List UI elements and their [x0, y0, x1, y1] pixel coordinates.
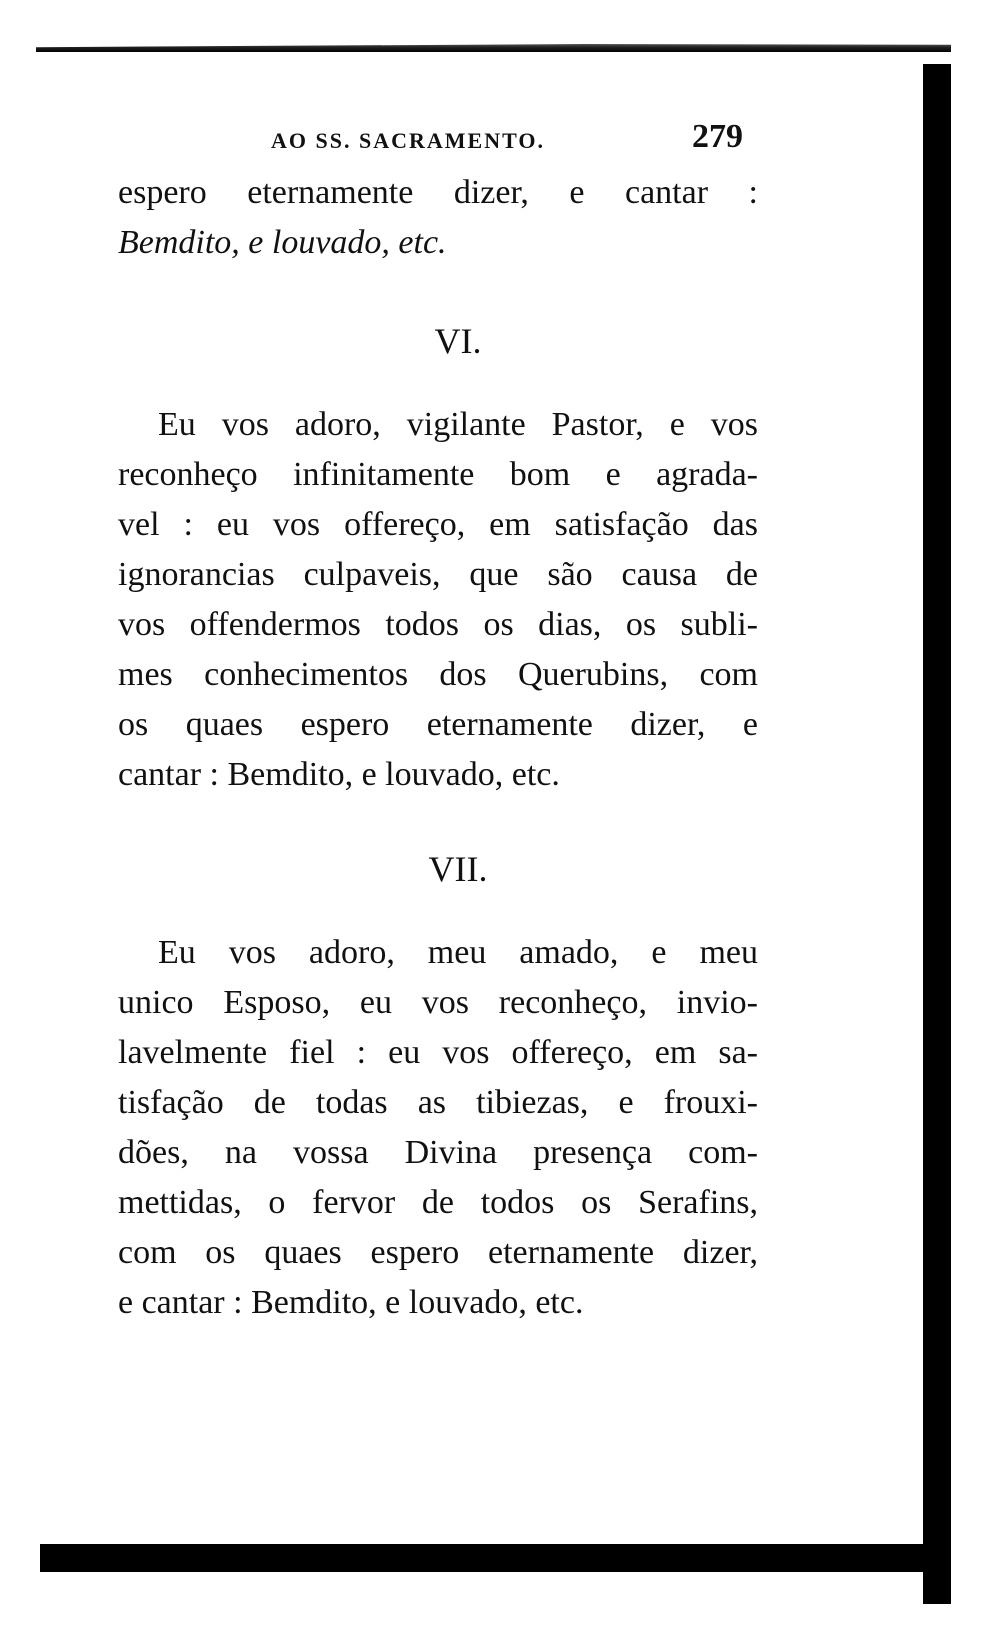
section-numeral-vii: VII. [428, 849, 488, 889]
scan-edge-top [36, 44, 951, 52]
text-line: Eu vos adoro, meu amado, e meu [158, 934, 758, 971]
continuation-paragraph [118, 168, 758, 268]
text-line: ignorancias culpaveis, que são causa de [118, 556, 758, 593]
text-line: os quaes espero eternamente dizer, e [118, 706, 758, 743]
text-line: cantar : Bemdito, e louvado, etc. [118, 756, 560, 793]
page-number: 279 [692, 118, 743, 155]
paragraph-vi [118, 400, 758, 800]
book-page [118, 118, 758, 1328]
scan-edge-bottom [40, 1544, 923, 1572]
scan-edge-right [923, 64, 951, 1604]
text-line: espero eternamente dizer, e cantar : [118, 174, 758, 211]
text-line: mettidas, o fervor de todos os Serafins, [118, 1184, 758, 1221]
text-line: dões, na vossa Divina presença com- [118, 1134, 758, 1171]
text-line: com os quaes espero eternamente dizer, [118, 1234, 758, 1271]
text-line: tisfação de todas as tibiezas, e frouxi- [118, 1084, 758, 1121]
italic-text: Bemdito, e louvado, etc. [118, 224, 447, 261]
text-line [118, 218, 758, 268]
text-line: mes conhecimentos dos Querubins, com [118, 656, 758, 693]
text-line: unico Esposo, eu vos reconheço, invio- [118, 984, 758, 1021]
text-line: vel : eu vos offereço, em satisfação das [118, 506, 758, 543]
text-line: reconheço infinitamente bom e agrada- [118, 456, 758, 493]
text-line: Eu vos adoro, vigilante Pastor, e vos [158, 406, 758, 443]
section-numeral-vi: VI. [434, 321, 482, 361]
text-line: e cantar : Bemdito, e louvado, etc. [118, 1284, 584, 1321]
running-head [118, 118, 758, 168]
text-line: vos offendermos todos os dias, os subli- [118, 606, 758, 643]
paragraph-vii [118, 928, 758, 1328]
running-title: AO SS. SACRAMENTO. [271, 128, 545, 153]
text-line: lavelmente fiel : eu vos offereço, em sa- [118, 1034, 758, 1071]
